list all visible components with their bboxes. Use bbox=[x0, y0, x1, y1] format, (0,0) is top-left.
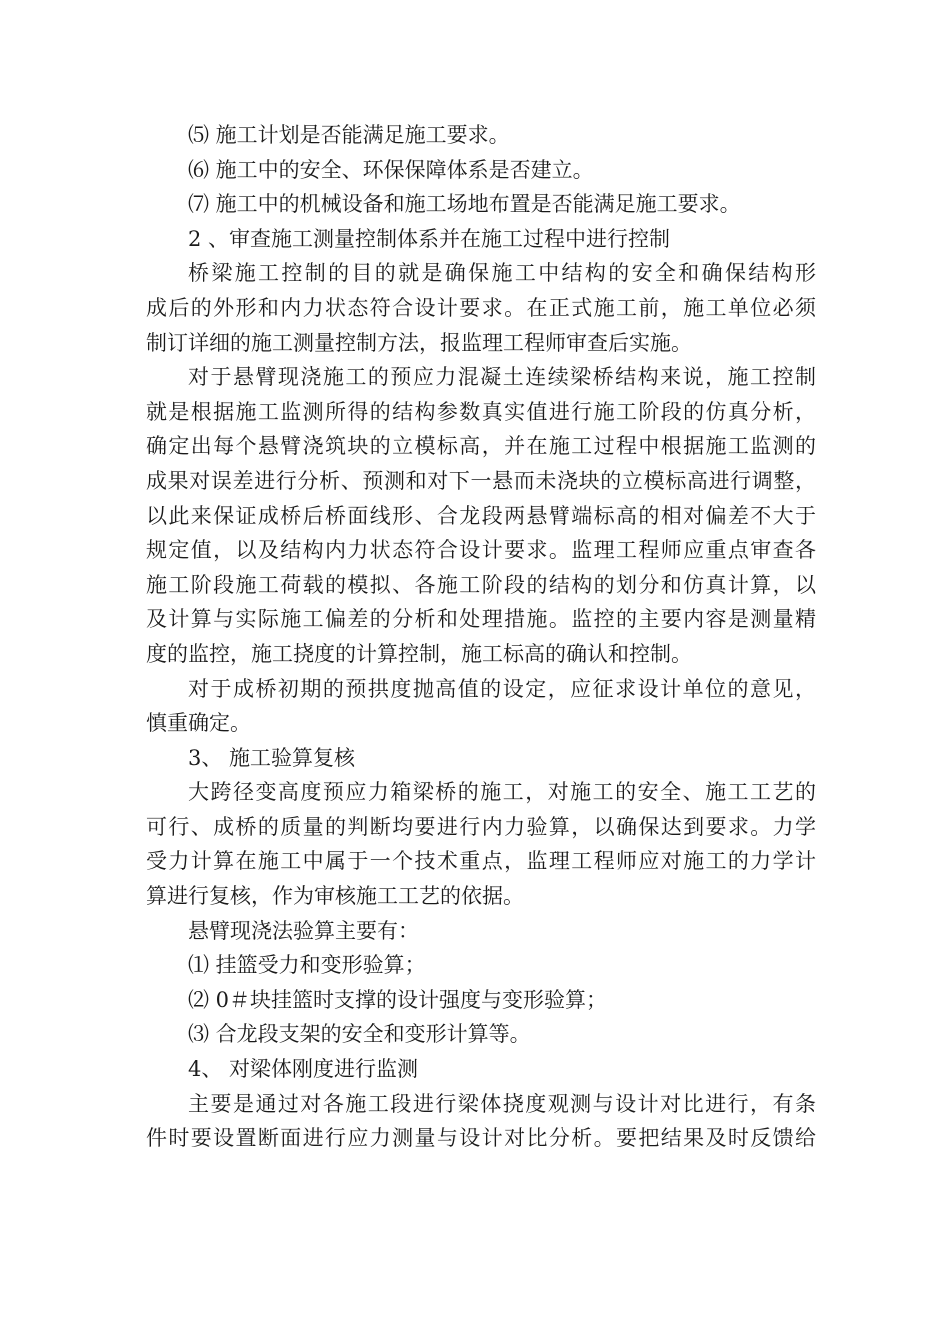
list-item: ⑴ 挂篮受力和变形验算； bbox=[188, 953, 426, 978]
paragraph-line: 悬臂现浇法验算主要有： bbox=[188, 918, 419, 943]
paragraph-line: 确定出每个悬臂浇筑块的立模标高，并在施工过程中根据施工监测的 bbox=[146, 434, 816, 459]
list-item: ⑺ 施工中的机械设备和施工场地布置是否能满足施工要求。 bbox=[188, 192, 741, 217]
body-text bbox=[146, 118, 816, 1156]
paragraph-line: 受力计算在施工中属于一个技术重点，监理工程师应对施工的力学计 bbox=[146, 849, 816, 874]
paragraph-line: 就是根据施工监测所得的结构参数真实值进行施工阶段的仿真分析， bbox=[146, 399, 816, 424]
paragraph-line: 可行、成桥的质量的判断均要进行内力验算，以确保达到要求。力学 bbox=[146, 814, 816, 839]
paragraph-line: 制订详细的施工测量控制方法，报监理工程师审查后实施。 bbox=[146, 330, 692, 355]
paragraph-line: 成果对误差进行分析、预测和对下一悬而未浇块的立模标高进行调整， bbox=[146, 468, 816, 493]
paragraph-line: 大跨径变高度预应力箱梁桥的施工，对施工的安全、施工工艺的 bbox=[188, 780, 816, 805]
paragraph-line: 对于悬臂现浇施工的预应力混凝土连续梁桥结构来说，施工控制 bbox=[188, 365, 816, 390]
list-item: ⑹ 施工中的安全、环保保障体系是否建立。 bbox=[188, 157, 594, 182]
paragraph-line: 桥梁施工控制的目的就是确保施工中结构的安全和确保结构形 bbox=[188, 261, 816, 286]
list-item: ⑵ 0＃块挂篮时支撑的设计强度与变形验算； bbox=[188, 987, 608, 1012]
paragraph-line: 施工阶段施工荷载的模拟、各施工阶段的结构的划分和仿真计算，以 bbox=[146, 572, 816, 597]
paragraph-line: 主要是通过对各施工段进行梁体挠度观测与设计对比进行，有条 bbox=[188, 1091, 816, 1116]
list-item: ⑶ 合龙段支架的安全和变形计算等。 bbox=[188, 1022, 531, 1047]
section-heading: 2 、审查施工测量控制体系并在施工过程中进行控制 bbox=[188, 226, 671, 251]
paragraph-line: 及计算与实际施工偏差的分析和处理措施。监控的主要内容是测量精 bbox=[146, 607, 816, 632]
section-heading: 4、 对梁体刚度进行监测 bbox=[188, 1057, 419, 1082]
section-heading: 3、 施工验算复核 bbox=[188, 745, 356, 770]
list-item: ⑸ 施工计划是否能满足施工要求。 bbox=[188, 123, 510, 147]
paragraph-line: 规定值，以及结构内力状态符合设计要求。监理工程师应重点审查各 bbox=[146, 538, 816, 563]
paragraph-line: 度的监控，施工挠度的计算控制，施工标高的确认和控制。 bbox=[146, 641, 692, 666]
paragraph-line: 算进行复核，作为审核施工工艺的依据。 bbox=[146, 884, 524, 909]
paragraph-line: 以此来保证成桥后桥面线形、合龙段两悬臂端标高的相对偏差不大于 bbox=[146, 503, 816, 528]
paragraph-line: 慎重确定。 bbox=[146, 711, 251, 736]
paragraph-line: 成后的外形和内力状态符合设计要求。在正式施工前，施工单位必须 bbox=[146, 295, 816, 320]
paragraph-line: 件时要设置断面进行应力测量与设计对比分析。要把结果及时反馈给 bbox=[146, 1126, 816, 1151]
paragraph-line: 对于成桥初期的预拱度抛高值的设定，应征求设计单位的意见， bbox=[188, 676, 816, 701]
